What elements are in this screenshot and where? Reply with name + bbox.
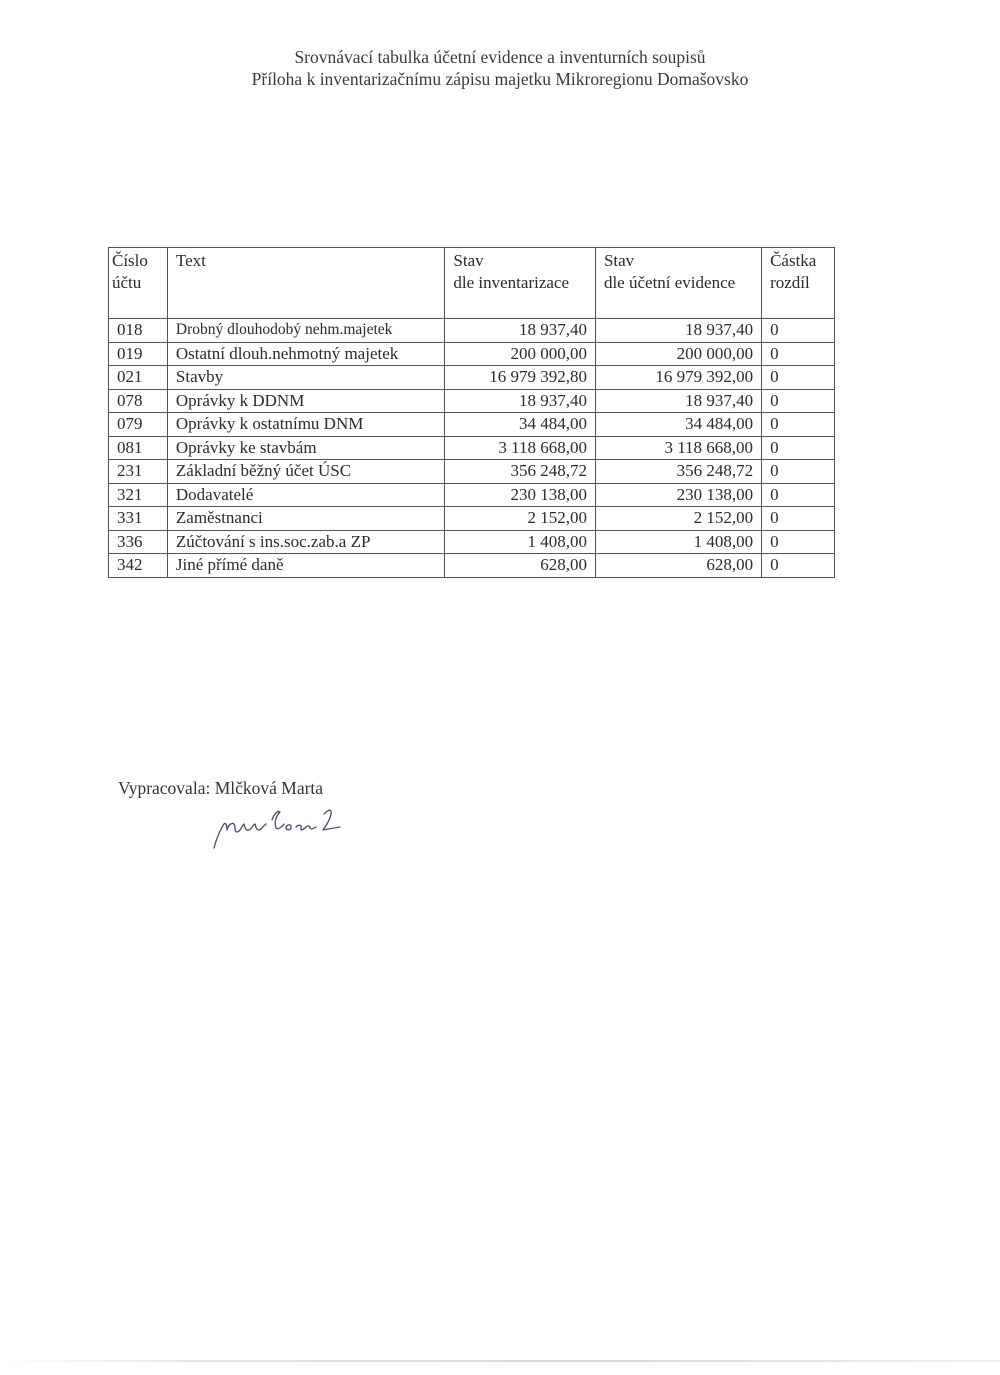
cell-inventory: 628,00 — [445, 554, 596, 578]
cell-text: Ostatní dlouh.nehmotný majetek — [167, 342, 445, 366]
table-row — [109, 413, 835, 437]
cell-difference: 0 — [762, 460, 835, 484]
cell-accounting: 628,00 — [595, 554, 761, 578]
table-row — [109, 342, 835, 366]
cell-accounting: 18 937,40 — [595, 389, 761, 413]
cell-accounting: 18 937,40 — [595, 319, 761, 343]
cell-inventory: 34 484,00 — [445, 413, 596, 437]
cell-inventory: 18 937,40 — [445, 389, 596, 413]
cell-account: 018 — [109, 319, 168, 343]
header-difference-line-1: Částka — [770, 251, 817, 270]
cell-account: 321 — [109, 483, 168, 507]
table-header-row — [109, 248, 835, 319]
table-row — [109, 507, 835, 531]
cell-difference: 0 — [762, 389, 835, 413]
cell-text: Stavby — [167, 366, 445, 390]
document-title: Srovnávací tabulka účetní evidence a inventurních soupisů — [294, 47, 706, 67]
cell-difference: 0 — [762, 507, 835, 531]
header-difference — [762, 248, 835, 319]
document-header — [0, 46, 1000, 90]
handwritten-signature — [210, 800, 360, 850]
cell-difference: 0 — [762, 483, 835, 507]
comparison-table — [108, 247, 835, 578]
cell-difference: 0 — [762, 342, 835, 366]
cell-difference: 0 — [762, 413, 835, 437]
cell-accounting: 2 152,00 — [595, 507, 761, 531]
scan-edge-line — [0, 1360, 1000, 1362]
cell-difference: 0 — [762, 554, 835, 578]
cell-account: 231 — [109, 460, 168, 484]
cell-account: 336 — [109, 530, 168, 554]
header-account-number — [109, 248, 168, 319]
header-text — [167, 248, 445, 319]
document-subtitle: Příloha k inventarizačnímu zápisu majetku Mikroregionu Domašovsko — [251, 69, 749, 89]
cell-accounting: 356 248,72 — [595, 460, 761, 484]
cell-difference: 0 — [762, 319, 835, 343]
cell-account: 331 — [109, 507, 168, 531]
table-row — [109, 389, 835, 413]
cell-text: Zúčtování s ins.soc.zab.a ZP — [167, 530, 445, 554]
cell-account: 079 — [109, 413, 168, 437]
header-inventory-line-1: Stav — [453, 251, 484, 270]
header-text-label: Text — [175, 251, 206, 270]
cell-accounting: 3 118 668,00 — [595, 436, 761, 460]
cell-account: 081 — [109, 436, 168, 460]
header-inventory-line-2: dle inventarizace — [453, 273, 570, 292]
cell-account: 078 — [109, 389, 168, 413]
cell-accounting: 200 000,00 — [595, 342, 761, 366]
cell-inventory: 1 408,00 — [445, 530, 596, 554]
cell-difference: 0 — [762, 366, 835, 390]
cell-text: Drobný dlouhodobý nehm.majetek — [167, 319, 445, 343]
cell-inventory: 200 000,00 — [445, 342, 596, 366]
cell-text: Oprávky k DDNM — [167, 389, 445, 413]
cell-accounting: 34 484,00 — [595, 413, 761, 437]
header-accounting-line-1: Stav — [603, 251, 635, 270]
cell-inventory: 230 138,00 — [445, 483, 596, 507]
table-header — [109, 248, 835, 319]
table-row — [109, 554, 835, 578]
cell-accounting: 230 138,00 — [595, 483, 761, 507]
table-row — [109, 319, 835, 343]
header-inventory-state — [445, 248, 596, 319]
header-accounting-state — [595, 248, 761, 319]
table-row — [109, 460, 835, 484]
cell-account: 342 — [109, 554, 168, 578]
cell-text: Dodavatelé — [167, 483, 445, 507]
cell-text: Jiné přímé daně — [167, 554, 445, 578]
header-accounting-line-2: dle účetní evidence — [603, 273, 736, 292]
table-row — [109, 366, 835, 390]
table-row — [109, 436, 835, 460]
cell-account: 019 — [109, 342, 168, 366]
cell-inventory: 18 937,40 — [445, 319, 596, 343]
table-row — [109, 530, 835, 554]
cell-inventory: 356 248,72 — [445, 460, 596, 484]
header-account-line-2: účtu — [112, 273, 142, 292]
cell-accounting: 1 408,00 — [595, 530, 761, 554]
cell-account: 021 — [109, 366, 168, 390]
prepared-by: Vypracovala: Mlčková Marta — [118, 778, 324, 798]
cell-accounting: 16 979 392,00 — [595, 366, 761, 390]
cell-inventory: 2 152,00 — [445, 507, 596, 531]
header-account-line-1: Číslo — [112, 251, 148, 270]
table-body — [109, 319, 835, 578]
cell-text: Oprávky k ostatnímu DNM — [167, 413, 445, 437]
header-difference-line-2: rozdíl — [770, 273, 810, 292]
table-row — [109, 483, 835, 507]
cell-text: Oprávky ke stavbám — [167, 436, 445, 460]
cell-text: Zaměstnanci — [167, 507, 445, 531]
cell-difference: 0 — [762, 436, 835, 460]
cell-difference: 0 — [762, 530, 835, 554]
cell-text: Základní běžný účet ÚSC — [167, 460, 445, 484]
cell-inventory: 3 118 668,00 — [445, 436, 596, 460]
cell-inventory: 16 979 392,80 — [445, 366, 596, 390]
